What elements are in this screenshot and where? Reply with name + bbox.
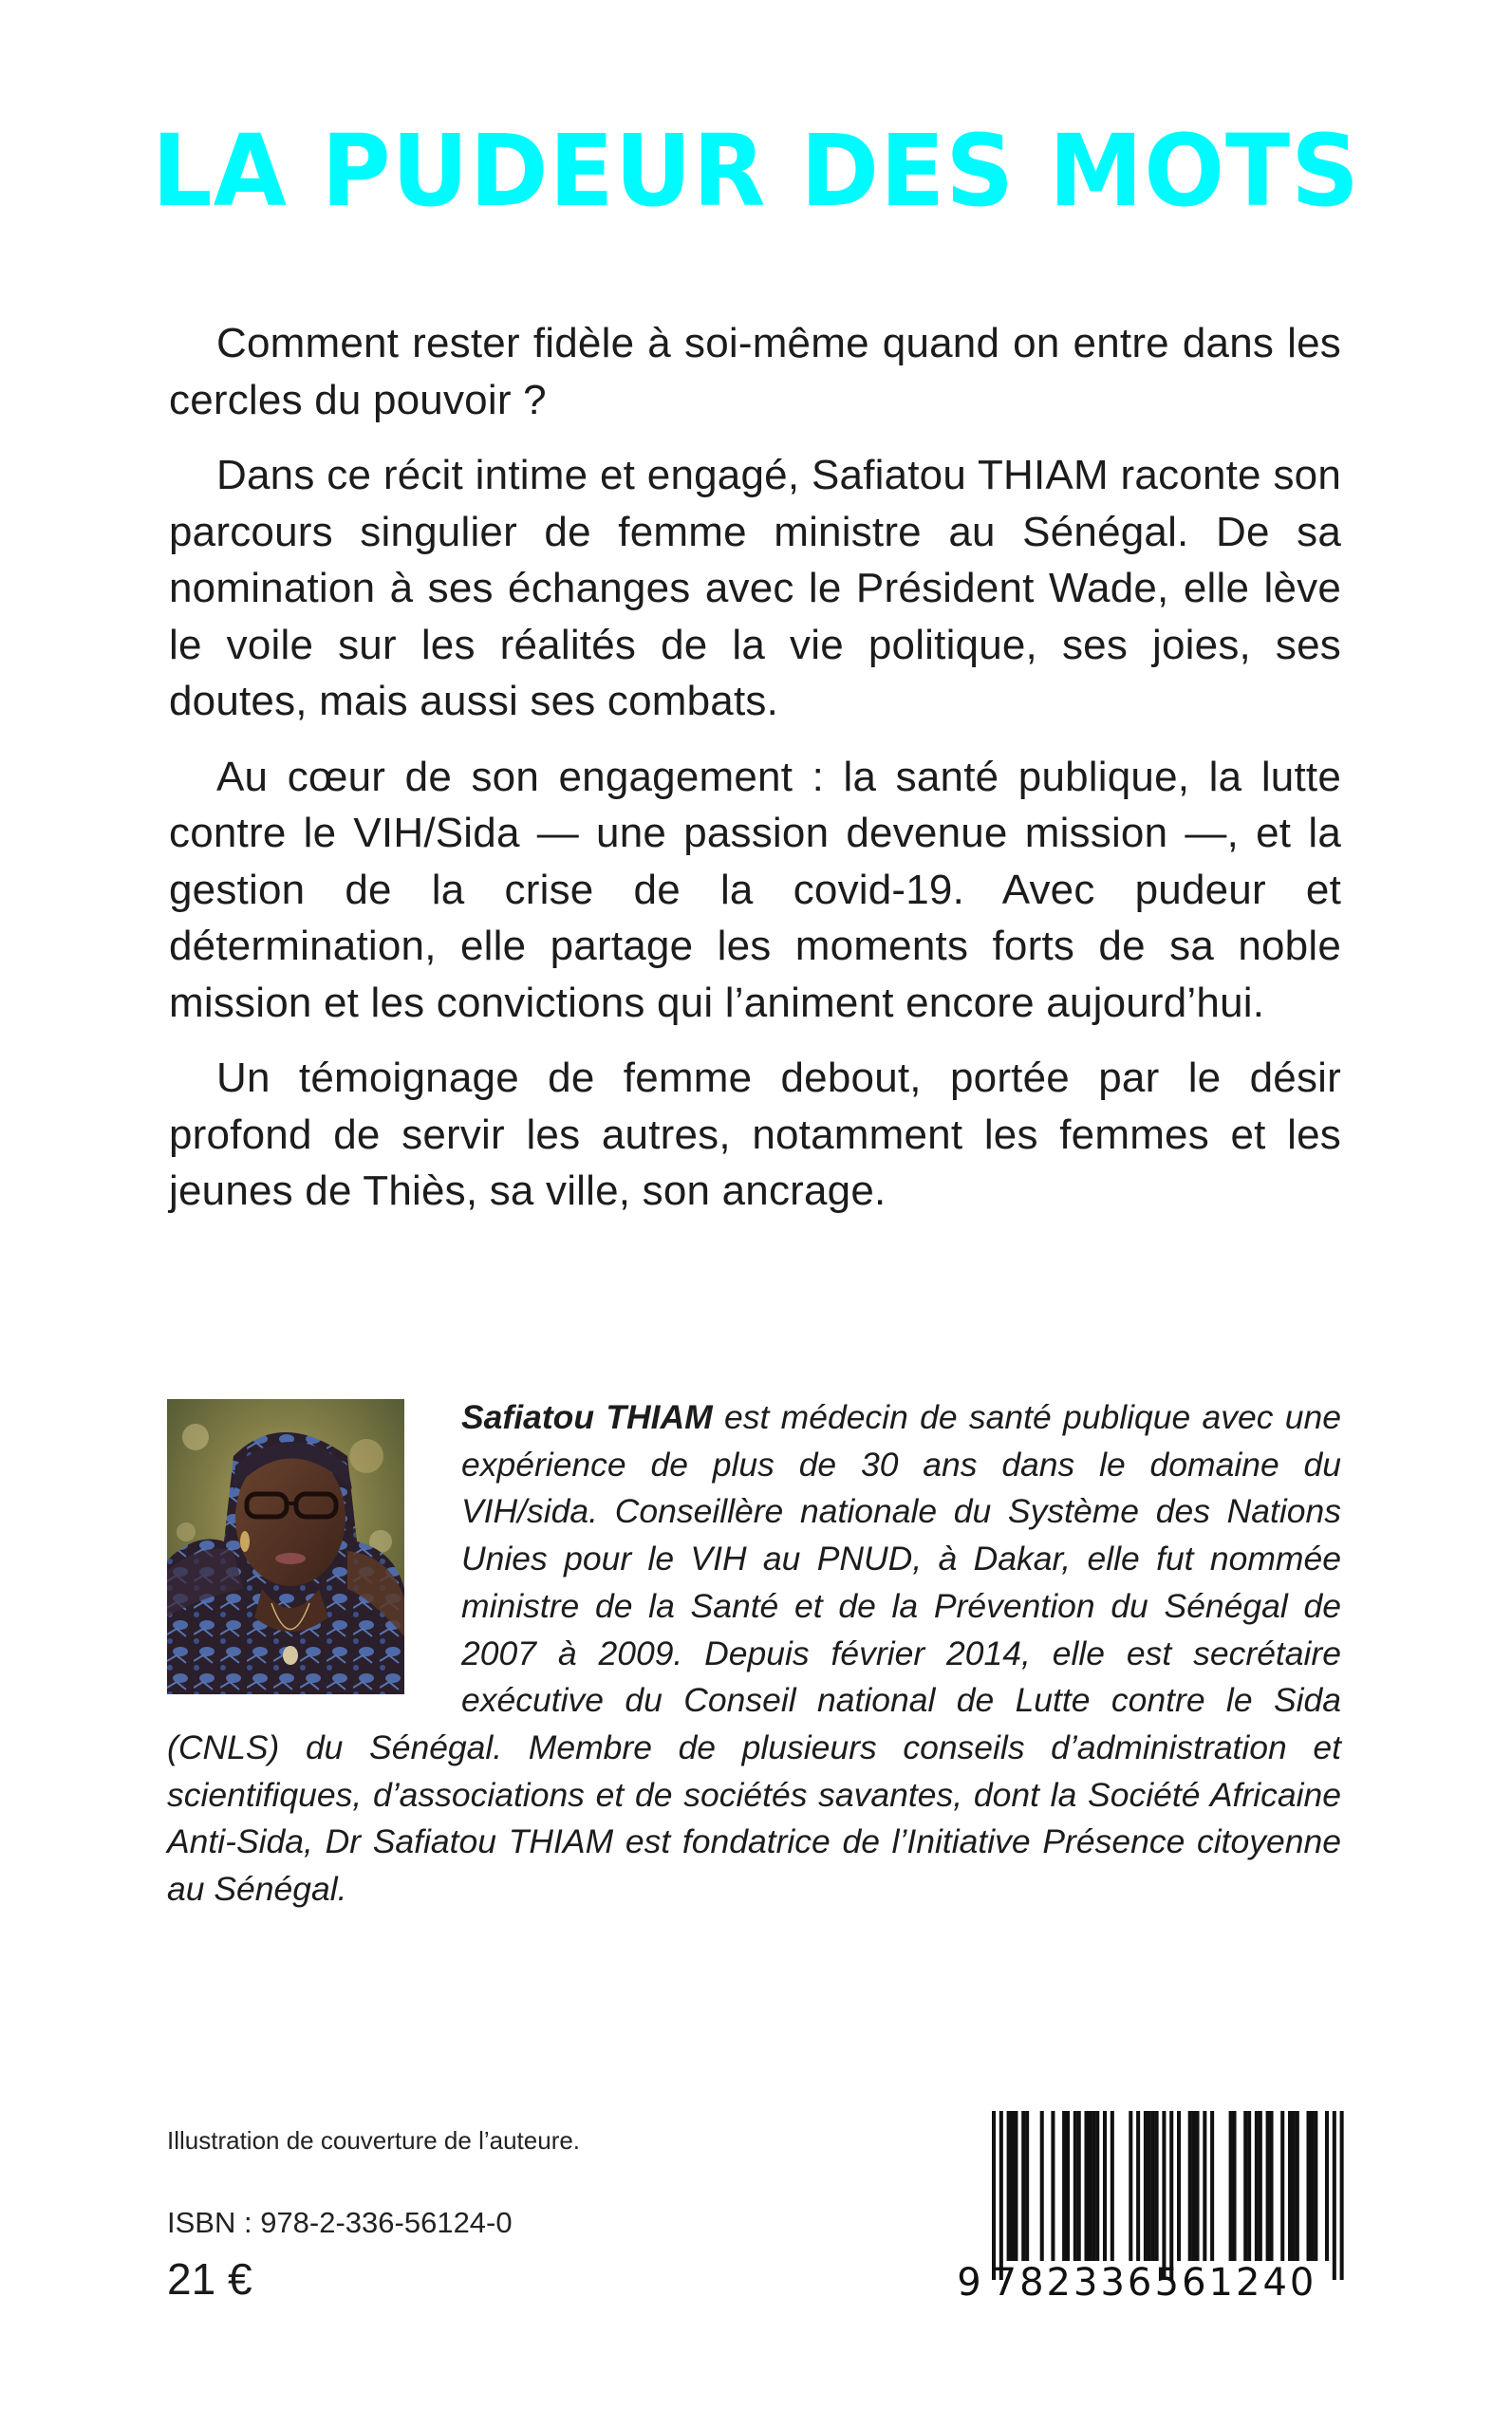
blurb-paragraph: Dans ce récit intime et engagé, Safiatou THIAM raconte son parcours singulier de femme ministre au Sénégal. De sa nomination à ses échanges avec le Président Wade, elle lève le voile sur les réalités de la vie politique, ses joies, ses doutes, mais aussi ses combats. xyxy=(169,452,1341,724)
barcode-right-digits: 561240 xyxy=(1154,2261,1317,2304)
barcode-left-digits: 782336 xyxy=(992,2261,1155,2304)
barcode-icon xyxy=(954,2109,1353,2304)
author-bio-body: est médecin de santé publique avec une expérience de plus de 30 ans dans le domaine du VIH/sida. Conseillère nationale du Système des Nations Unies pour le VIH au PNUD, à Dakar, elle fut nommée ministre de la Santé et de la Prévention du Sénégal de 2007 à 2009. Depuis février 2014, elle est secrétaire exécutive du Conseil national de Lutte contre le Sida (CNLS) du Sénégal. Membre de plusieurs conseils d’administration et scientifiques, d’associations et de sociétés savantes, dont la Société Africaine Anti-Sida, Dr Safiatou THIAM est fondatrice de l’Initiative Présence citoyenne au Sénégal. xyxy=(167,1398,1341,1909)
author-bio-section xyxy=(167,1399,1341,1918)
barcode-first-digit: 9 xyxy=(957,2261,981,2304)
blurb-paragraph: Un témoignage de femme debout, portée par le désir profond de servir les autres, notamment les femmes et les jeunes de Thiès, sa ville, son ancrage. xyxy=(169,1055,1341,1214)
isbn-barcode xyxy=(954,2109,1353,2304)
cover-illustration-credit: Illustration de couverture de l’auteure. xyxy=(167,2126,581,2155)
back-cover-blurb xyxy=(169,315,1341,1239)
price-label: 21 € xyxy=(167,2254,252,2304)
author-bio-text xyxy=(167,1394,1341,1914)
blurb-paragraph: Comment rester fidèle à soi-même quand on entre dans les cercles du pouvoir ? xyxy=(169,320,1341,423)
blurb-paragraph: Au cœur de son engagement : la santé publique, la lutte contre le VIH/Sida — une passion devenue mission —, et la gestion de la crise de la covid-19. Avec pudeur et détermination, elle partage les moments forts de sa noble mission et les convictions qui l’animent encore aujourd’hui. xyxy=(169,753,1341,1026)
isbn-label: ISBN : 978-2-336-56124-0 xyxy=(167,2206,513,2239)
book-title: LA PUDEUR DES MOTS xyxy=(152,113,1360,229)
author-name: Safiatou THIAM xyxy=(461,1398,713,1436)
